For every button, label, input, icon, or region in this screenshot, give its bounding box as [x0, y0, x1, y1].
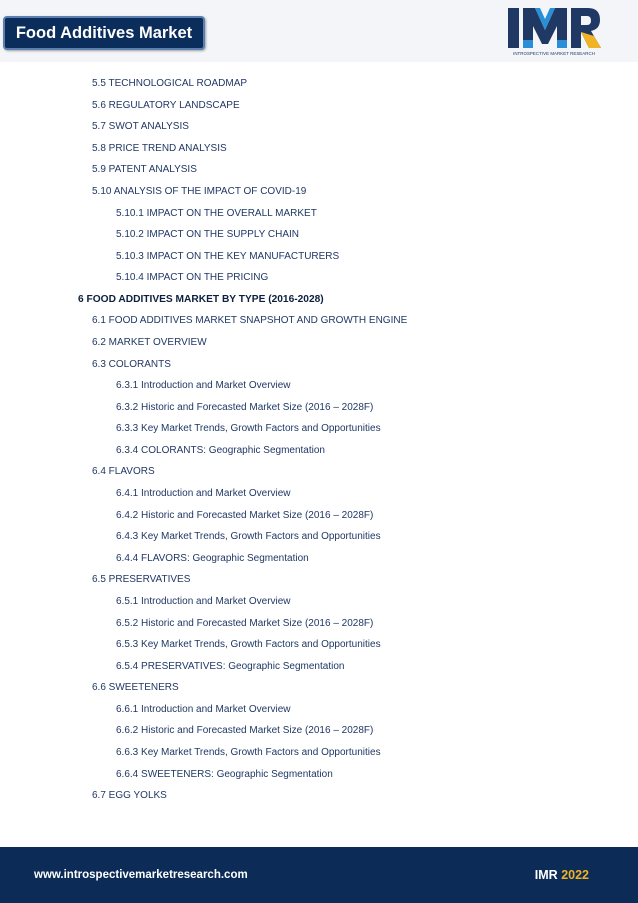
toc-entry[interactable]: 6.6.4 SWEETENERS: Geographic Segmentation — [116, 768, 333, 780]
toc-entry[interactable]: 6.6.3 Key Market Trends, Growth Factors and Opportunities — [116, 747, 381, 758]
toc-entry[interactable]: 6.5.1 Introduction and Market Overview — [116, 595, 291, 607]
toc-entry[interactable]: 6.6 SWEETENERS — [92, 682, 179, 694]
imr-logo — [506, 4, 602, 60]
toc-entry[interactable]: 5.8 PRICE TREND ANALYSIS — [92, 142, 227, 154]
toc-entry[interactable]: 6.7 EGG YOLKS — [92, 790, 167, 802]
toc-entry[interactable]: 5.7 SWOT ANALYSIS — [92, 121, 189, 133]
toc-section-heading[interactable]: 6 FOOD ADDITIVES MARKET BY TYPE (2016-2028) — [78, 293, 324, 305]
toc-entry[interactable]: 5.5 TECHNOLOGICAL ROADMAP — [92, 78, 248, 89]
toc-entry[interactable]: 6.5 PRESERVATIVES — [92, 574, 191, 586]
toc-entry[interactable]: 6.5.4 PRESERVATIVES: Geographic Segmentation — [116, 660, 345, 672]
toc-entry[interactable]: 6.5.2 Historic and Forecasted Market Size (2016 – 2028F) — [116, 617, 374, 629]
footer-brand: IMR — [534, 868, 558, 882]
toc-entry[interactable]: 6.4.4 FLAVORS: Geographic Segmentation — [116, 552, 309, 564]
footer-year: 2022 — [561, 868, 589, 882]
toc-entry[interactable]: 6.3 COLORANTS — [92, 358, 171, 370]
toc-entry[interactable]: 6.6.2 Historic and Forecasted Market Size (2016 – 2028F) — [116, 725, 374, 737]
toc-entry[interactable]: 6.3.4 COLORANTS: Geographic Segmentation — [116, 444, 325, 456]
toc-entry[interactable]: 5.10.1 IMPACT ON THE OVERALL MARKET — [116, 207, 317, 219]
toc-entry[interactable]: 6.6.1 Introduction and Market Overview — [116, 703, 291, 715]
footer-website-link[interactable]: www.introspectivemarketresearch.com — [34, 869, 248, 881]
toc-entry[interactable]: 6.4.1 Introduction and Market Overview — [116, 488, 291, 499]
toc-entry[interactable]: 6.4 FLAVORS — [92, 466, 155, 478]
toc-entry[interactable]: 6.3.3 Key Market Trends, Growth Factors and Opportunities — [116, 423, 381, 435]
toc-entry[interactable]: 6.4.2 Historic and Forecasted Market Size (2016 – 2028F) — [116, 509, 374, 521]
toc-entry[interactable]: 6.1 FOOD ADDITIVES MARKET SNAPSHOT AND GROWTH ENGINE — [92, 315, 408, 327]
toc-entry[interactable]: 5.10.3 IMPACT ON THE KEY MANUFACTURERS — [116, 250, 340, 262]
toc-entry[interactable]: 5.10 ANALYSIS OF THE IMPACT OF COVID-19 — [92, 185, 307, 197]
toc-entry[interactable]: 6.3.1 Introduction and Market Overview — [116, 380, 291, 392]
toc-entry[interactable]: 6.3.2 Historic and Forecasted Market Size (2016 – 2028F) — [116, 401, 374, 413]
logo-subtitle: INTROSPECTIVE MARKET RESEARCH — [513, 51, 595, 56]
toc-entry[interactable]: 6.4.3 Key Market Trends, Growth Factors and Opportunities — [116, 531, 381, 543]
toc-entry[interactable]: 5.9 PATENT ANALYSIS — [92, 164, 197, 176]
toc-entry[interactable]: 5.6 REGULATORY LANDSCAPE — [92, 99, 240, 111]
toc-entry[interactable]: 6.5.3 Key Market Trends, Growth Factors and Opportunities — [116, 639, 381, 651]
report-title-badge: Food Additives Market — [3, 16, 205, 50]
toc-entry[interactable]: 6.2 MARKET OVERVIEW — [92, 337, 207, 348]
footer-bar — [0, 847, 638, 903]
footer-brand-year — [535, 868, 589, 882]
imr-logo-icon — [506, 4, 602, 50]
toc-entry[interactable]: 5.10.2 IMPACT ON THE SUPPLY CHAIN — [116, 229, 300, 241]
toc-entry[interactable]: 5.10.4 IMPACT ON THE PRICING — [116, 272, 269, 284]
